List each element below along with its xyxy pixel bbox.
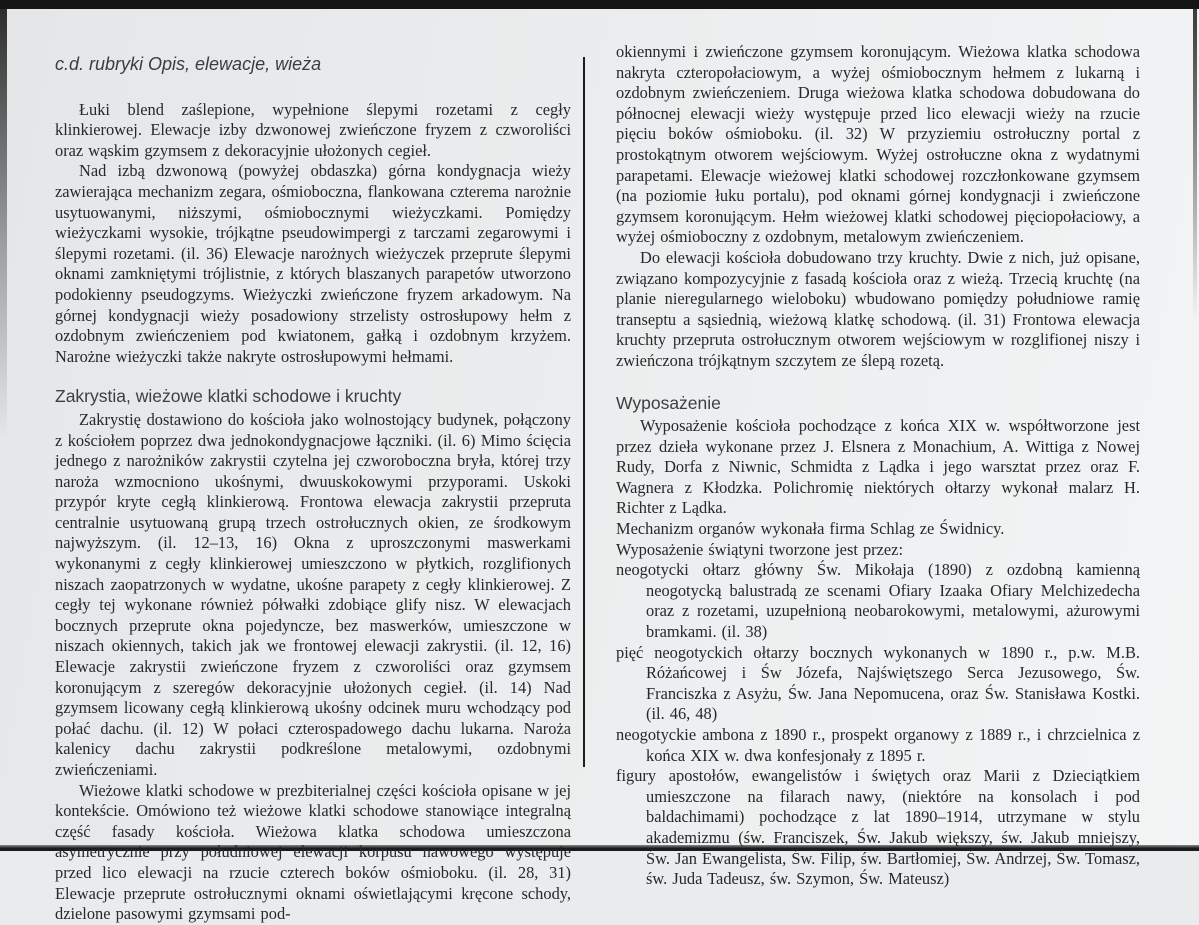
scan-edge-top: [0, 0, 1199, 9]
running-header: c.d. rubryki Opis, elewacje, wieża: [55, 54, 322, 74]
list-item-oltarz-glowny: neogotycki ołtarz główny Św. Mikołaja (1890) z ozdobną kamienną neogotycką balustradą ze scenami Ofiary Izaaka Ofiary Melchizedecha oraz z rozetami, uzupełnioną neobarokowymi, metalowymi, ażurowymi bramkami. (il. 38): [616, 560, 1140, 642]
list-item-figury: figury apostołów, ewangelistów i świętych oraz Marii z Dzieciątkiem umieszczone na filarach nawy, (niektóre na konsolach i pod baldachimami) pochodzące z lat 1890–1914, utrzymane w stylu akademizmu (św. Franciszek, Św. Jakub większy, św. Jakub mniejszy, Św. Jan Ewangelista, Św. Filip, św. Bartłomiej, Św. Andrzej, Św. Tomasz, św. Juda Tadeusz, św. Szymon, Św. Mateusz): [616, 766, 1141, 889]
paragraph-nad-izba: Nad izbą dzwonową (powyżej obdaszka) górna kondygnacja wieży zawierająca mechanizm zegara, ośmioboczna, flankowana czterema narożnie usytuowanymi, niższymi, ośmiobocznymi wieżyczkami. Pomiędzy wieżyczkami wysokie, trójkątne pseudowimpergi z tarczami zegarowymi i ślepymi rozetami. (il. 36) Elewacje narożnych wieżyczek przeprute ślepymi oknami zamkniętymi trójlistnie, z których blaszanych parapetów utworzono podokienny pseudogzyms. Wieżyczki zwieńczone fryzem arkadowym. Na górnej kondygnacji wieży posadowiony strzelisty ostrosłupowy hełm z ozdobnym zwieńczeniem pod kwiatonem, gałką i ozdobnym krzyżem. Narożne wieżyczki także nakryte ostrosłupowymi hełmami.: [55, 161, 571, 366]
list-item-ambona: neogotyckie ambona z 1890 r., prospekt organowy z 1889 r., i chrzcielnica z końca XIX w. dwa konfesjonały z 1895 r.: [616, 725, 1140, 765]
left-column: [55, 46, 571, 925]
scan-edge-right: [1193, 9, 1197, 319]
section-heading-zakrystia: Zakrystia, wieżowe klatki schodowe i kruchty: [55, 386, 402, 407]
paragraph-okiennymi-continuation: okiennymi i zwieńczone gzymsem koronującym. Wieżowa klatka schodowa nakryta czteropołaciowym, a wyżej ośmiobocznym hełmem z lukarną i ozdobnym zwieńczeniem. Druga wieżowa klatka schodowa dobudowana do północnej elewacji wieży występuje przed lico elewacji wieży na rzucie pięciu boków ośmioboku. (il. 32) W przyziemiu ostrołuczny portal z prostokątnym otworem wejściowym. Wyżej ostrołuczne okna z wydatnymi parapetami. Elewacje wieżowej klatki schodowej rozczłonkowane gzymsem (na poziomie łuku portalu), pod oknami górnej kondygnacji i zwieńczone gzymsem koronującym. Hełm wieżowej klatki schodowej pięciopołaciowy, a wyżej ośmioboczny z ozdobnym, metalowym zwieńczeniem.: [616, 42, 1140, 247]
paragraph-wyposazenie-kosciola: Wyposażenie kościoła pochodzące z końca XIX w. współtworzone jest przez dzieła wykonane przez J. Elsnera z Monachium, A. Wittiga z Nowej Rudy, Dorfa z Niwnic, Schmidta z Lądka i jego warsztat przez oraz F. Wagnera z Kłodzka. Polichromię niektórych ołtarzy wykonał malarz H. Richter z Lądka.: [616, 416, 1140, 518]
paragraph-zakrystie: Zakrystię dostawiono do kościoła jako wolnostojący budynek, połączony z kościołem poprzez dwa jednokondygnacjowe łączniki. (il. 6) Mimo ścięcia jednego z narożników zakrystii czytelna jej czworoboczna bryła, której trzy naroża wzmocniono ukośnymi, dwuuskokowymi przyporami. Uskoki przypór kryte cegłą klinkierową. Frontowa elewacja zakrystii przepruta centralnie usytuowaną grupą trzech ostrołucznych okien, ze środkowym najwyższym. (il. 12–13, 16) Okna z uproszczonymi maswerkami wykonanymi z cegły klinkierowej umieszczono w płytkich, rozglifionych niszach zaopatrzonych w wydatne, ukośne parapety z cegły klinkierowej. Z cegły tej wykonane również półwałki zdobiące glify nisz. W elewacjach bocznych przeprute okna pojedyncze, bez maswerków, umieszczone w niszach okiennych, takich jak we frontowej elewacji zakrystii. (il. 12, 16) Elewacje zakrystii zwieńczone fryzem z czworoliści oraz gzymsem koronującym z szeregów dekoracyjnie ułożonych cegieł. (il. 14) Nad gzymsem licowany cegłą klinkierową ukośny odcinek muru wchodzący pod połać dachu. (il. 12) W połaci czterospadowego dachu lukarna. Naroża kalenicy dachu zakrystii podkreślone metalowymi, ozdobnymi zwieńczeniami.: [55, 409, 571, 779]
line-mechanizm-organow: Mechanizm organów wykonała firma Schlag ze Świdnicy.: [616, 519, 1005, 539]
paragraph-wiezowe-klatki: Wieżowe klatki schodowe w prezbiterialnej części kościoła opisane w jej kontekście. Omówiono też wieżowe klatki schodowe stanowiące integralną część fasady kościoła. Wieżowa klatka schodowa umieszczona asymetrycznie przy południowej elewacji korpusu nawowego występuje przed lico elewacji na rzucie czterech boków ośmioboku. (il. 28, 31) Elewacje przeprute ostrołucznymi oknami oświetlającymi kręcone schody, dzielone pasowymi gzymsami pod-: [55, 780, 571, 924]
paragraph-kruchty: Do elewacji kościoła dobudowano trzy kruchty. Dwie z nich, już opisane, związano kompozycyjnie z fasadą kościoła oraz z wieżą. Trzecią kruchtę (na planie nieregularnego wieloboku) wbudowano pomiędzy południowe ramię transeptu a sąsiednią, wieżową klatkę schodową. (il. 31) Frontowa elewacja kruchty przepruta ostrołucznym otworem wejściowym w rozglifionej niszy i zwieńczona trójkątnym szczytem ze ślepą rozetą.: [616, 247, 1140, 370]
list-item-oltarze-boczne: pięć neogotyckich ołtarzy bocznych wykonanych w 1890 r., p.w. M.B. Różańcowej i Św Józefa, Najświętszego Serca Jezusowego, Św. Franciszka z Asyżu, Św. Jana Nepomucena, oraz Św. Stanisława Kostki. (il. 46, 48): [616, 642, 1140, 724]
paragraph-luki-blend: Łuki blend zaślepione, wypełnione ślepymi rozetami z cegły klinkierowej. Elewacje izby dzwonowej zwieńczone fryzem z czworoliści oraz wąskim gzymsem z dekoracyjnie ułożonych cegieł.: [55, 99, 571, 160]
line-wyposazenie-swiatyni: Wyposażenie świątyni tworzone jest przez:: [616, 539, 904, 559]
section-heading-wyposazenie: Wyposażenie: [616, 392, 721, 413]
column-divider-rule: [583, 57, 585, 767]
right-column: [616, 42, 1140, 890]
scan-edge-left: [0, 9, 7, 439]
